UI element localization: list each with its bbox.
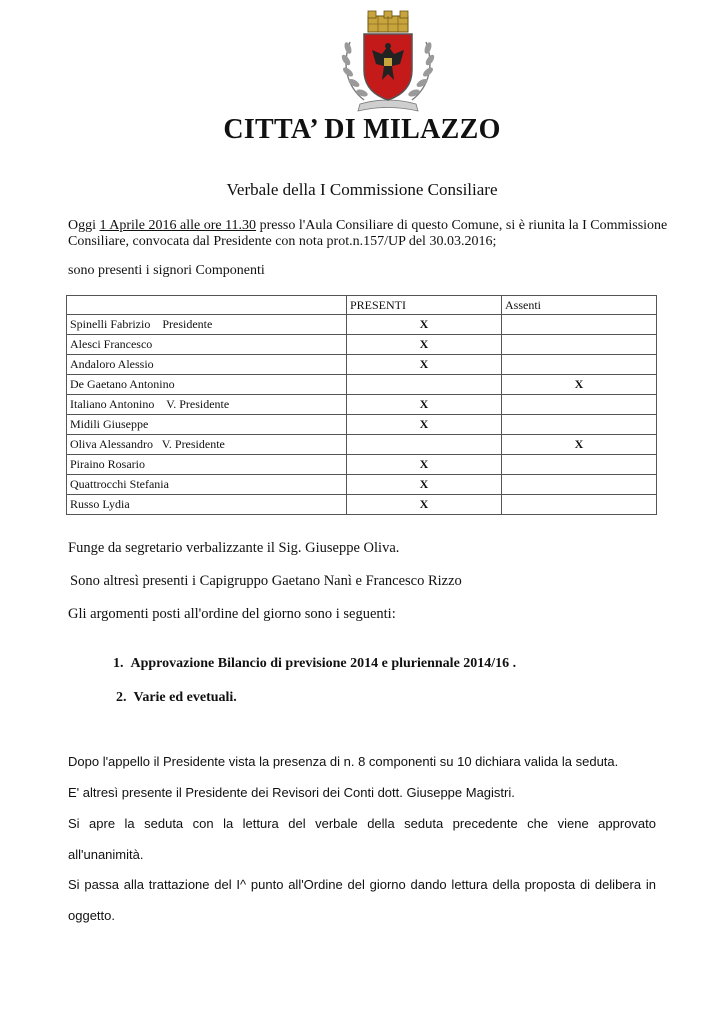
absent-mark-cell [502,315,657,335]
body-paragraph-4b: oggetto. [68,908,115,923]
agenda-intro: Gli argomenti posti all'ordine del giorno sono i seguenti: [68,606,396,622]
document-subtitle: Verbale della I Commissione Consiliare [226,180,498,199]
absent-mark-cell [502,455,657,475]
agenda-item [113,656,516,672]
present-line: sono presenti i signori Componenti [68,263,265,278]
table-row [67,315,657,335]
absent-mark-cell: X [502,375,657,395]
present-mark-cell: X [347,495,502,515]
member-name-cell: Spinelli Fabrizio Presidente [67,315,347,335]
body-paragraph-1: Dopo l'appello il Presidente vista la presenza di n. 8 componenti su 10 dichiara valida la seduta. [68,754,619,769]
member-name-cell: Quattrocchi Stefania [67,475,347,495]
present-mark-cell: X [347,395,502,415]
present-mark-cell: X [347,455,502,475]
secretary-line: Funge da segretario verbalizzante il Sig. Giuseppe Oliva. [68,540,400,556]
table-row [67,395,657,415]
table-row [67,415,657,435]
intro-rest: presso l'Aula Consiliare di questo Comune, si è riunita la I Commissione Consiliare, convocata dal Presidente con nota prot.n.157/UP del 30.03.2016; [68,218,668,249]
absent-mark-cell [502,475,657,495]
intro-prefix: Oggi [68,218,100,233]
absent-mark-cell [502,395,657,415]
agenda-text: Approvazione Bilancio di previsione 2014 e pluriennale 2014/16 . [130,656,517,671]
header-absent: Assenti [502,296,657,315]
agenda-text: Varie ed evetuali. [133,690,237,705]
agenda-item [116,690,237,706]
body-paragraph-4a: Si passa alla trattazione del I^ punto all'Ordine del giorno dando lettura della proposta di delibera in [68,877,656,892]
agenda-number: 2. [116,690,127,705]
member-name-cell: Alesci Francesco [67,335,347,355]
body-paragraph-3b: all'unanimità. [68,847,144,862]
member-name-cell: Andaloro Alessio [67,355,347,375]
member-name-cell: Piraino Rosario [67,455,347,475]
present-mark-cell: X [347,315,502,335]
absent-mark-cell [502,355,657,375]
table-header-row [67,296,657,315]
table-row [67,495,657,515]
intro-paragraph [68,218,668,250]
present-mark-cell: X [347,415,502,435]
body-paragraph-2: E' altresì presente il Presidente dei Revisori dei Conti dott. Giuseppe Magistri. [68,785,515,800]
member-name-cell: De Gaetano Antonino [67,375,347,395]
agenda-number: 1. [113,656,124,671]
table-row [67,455,657,475]
member-name-cell: Italiano Antonino V. Presidente [67,395,347,415]
city-crest-logo [338,8,438,116]
table-row [67,355,657,375]
absent-mark-cell: X [502,435,657,455]
header-empty-cell [67,296,347,315]
also-present-line: Sono altresì presenti i Capigruppo Gaetano Nanì e Francesco Rizzo [70,573,462,589]
table-row [67,475,657,495]
table-row [67,435,657,455]
present-mark-cell: X [347,335,502,355]
header-present: PRESENTI [347,296,502,315]
present-mark-cell: X [347,355,502,375]
member-name-cell: Russo Lydia [67,495,347,515]
absent-mark-cell [502,495,657,515]
present-mark-cell: X [347,475,502,495]
city-title: CITTA’ DI MILAZZO [223,114,501,145]
present-mark-cell [347,375,502,395]
meeting-date-time: 1 Aprile 2016 alle ore 11.30 [99,218,257,233]
table-row [67,335,657,355]
member-name-cell: Midili Giuseppe [67,415,347,435]
body-paragraph-3a: Si apre la seduta con la lettura del verbale della seduta precedente che viene approvato [68,816,656,831]
member-name-cell: Oliva Alessandro V. Presidente [67,435,347,455]
absent-mark-cell [502,335,657,355]
absent-mark-cell [502,415,657,435]
present-mark-cell [347,435,502,455]
attendance-table [66,295,657,515]
table-row [67,375,657,395]
